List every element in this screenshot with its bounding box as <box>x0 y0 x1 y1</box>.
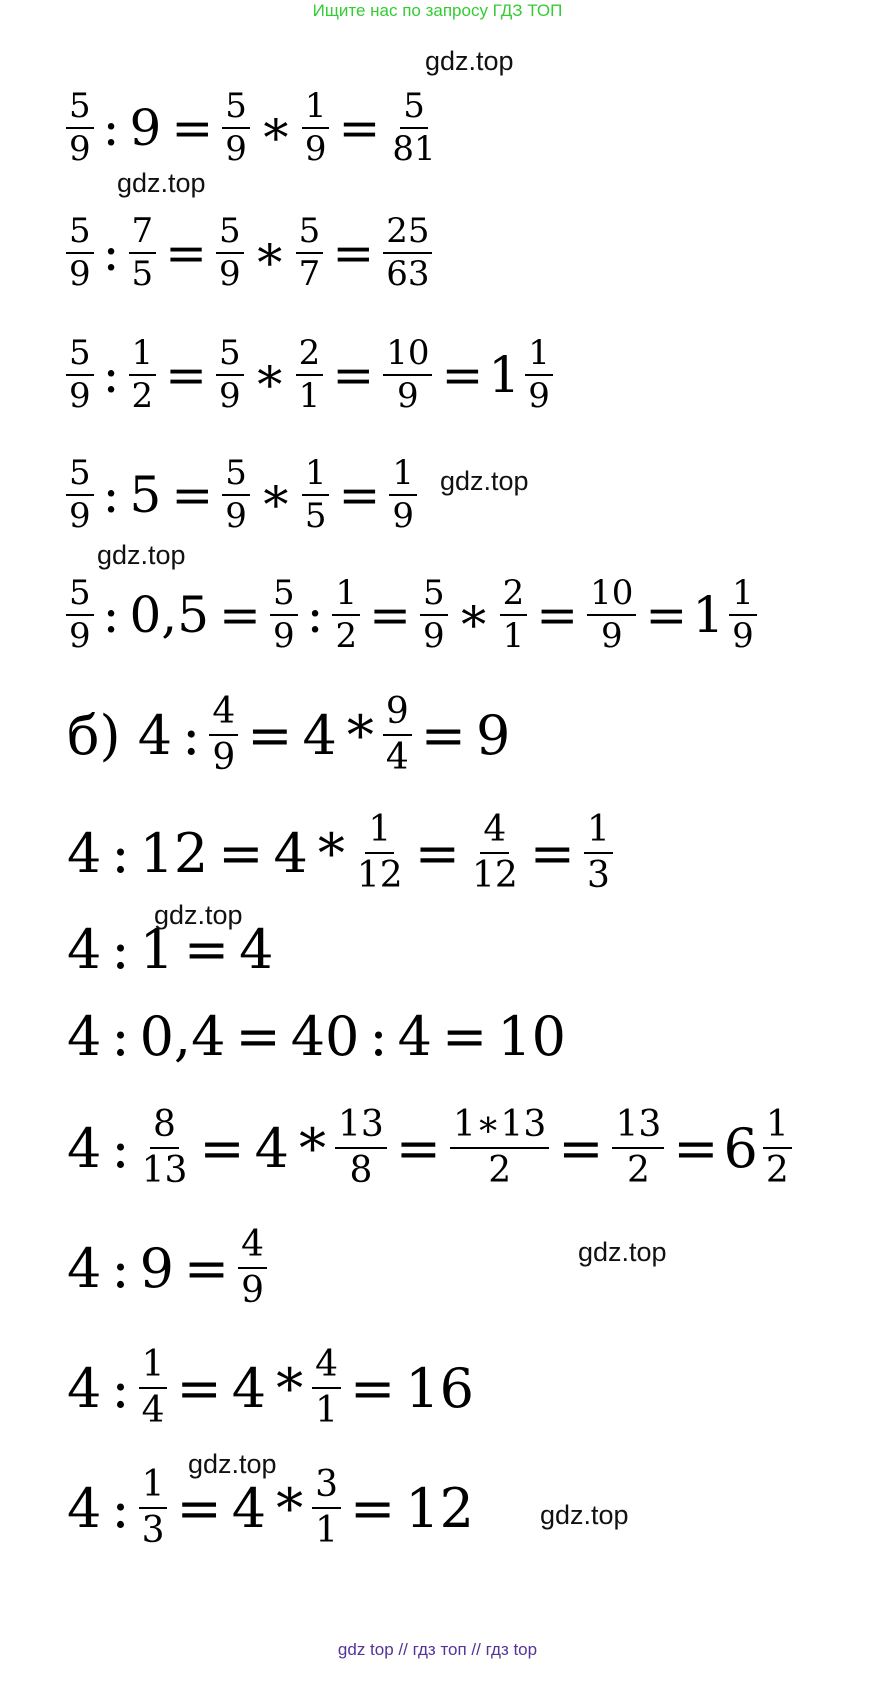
mixed-whole: 6 <box>723 1116 758 1180</box>
fraction <box>612 1105 664 1191</box>
fraction-denominator: 9 <box>219 376 241 416</box>
fraction-denominator: 1 <box>298 376 321 416</box>
math-token: = <box>441 1005 488 1068</box>
math-token: 4 <box>231 1476 267 1540</box>
fraction-numerator: 5 <box>216 213 244 254</box>
math-token: = <box>183 918 230 981</box>
math-token: : <box>102 99 120 157</box>
fraction-denominator: 2 <box>488 1150 512 1191</box>
math-token: б) 4 <box>67 703 173 767</box>
fraction-denominator: 9 <box>397 376 419 416</box>
fraction-numerator: 13 <box>335 1105 387 1149</box>
watermark: gdz.top <box>425 46 514 76</box>
math-token: 1 <box>139 918 174 981</box>
fraction-denominator: 1 <box>315 1390 338 1431</box>
fraction <box>335 1105 387 1191</box>
fraction-denominator: 9 <box>528 376 550 416</box>
fraction-denominator: 9 <box>225 129 247 169</box>
fraction-denominator: 9 <box>219 254 241 294</box>
math-token: = <box>247 703 293 767</box>
fraction <box>302 455 330 535</box>
fraction <box>729 575 757 655</box>
math-token: 4 <box>397 1005 432 1068</box>
math-token: 4 <box>67 1356 102 1420</box>
math-token: : <box>111 918 130 981</box>
fraction-numerator: 10 <box>383 335 432 376</box>
math-token: = <box>673 1116 719 1180</box>
fraction-numerator: 5 <box>420 575 448 616</box>
math-token: = <box>420 703 466 767</box>
math-token: = <box>414 821 460 885</box>
fraction <box>270 575 298 655</box>
math-token: 4 <box>254 1116 289 1180</box>
math-token: = <box>171 466 214 524</box>
mixed-number <box>724 1105 796 1191</box>
math-token: = <box>536 586 579 644</box>
math-token: : <box>306 586 324 644</box>
fraction <box>66 213 94 293</box>
math-token: 12 <box>405 1476 474 1540</box>
fraction-numerator: 5 <box>66 455 94 496</box>
fraction-denominator: 9 <box>732 616 754 656</box>
fraction-denominator: 1 <box>315 1510 338 1551</box>
equation-line <box>62 455 421 535</box>
fraction-denominator: 12 <box>471 855 518 896</box>
fraction <box>238 1225 267 1311</box>
fraction-numerator: 5 <box>66 88 94 129</box>
fraction-numerator: 1 <box>302 88 330 129</box>
math-token: 16 <box>405 1356 474 1420</box>
math-token: = <box>183 1236 230 1300</box>
fraction-denominator: 2 <box>765 1150 789 1191</box>
mixed-number <box>488 335 556 415</box>
equation-line <box>62 88 443 168</box>
fraction-denominator: 9 <box>241 1270 265 1311</box>
equation-line <box>62 575 761 655</box>
fraction <box>500 575 528 655</box>
equation-line <box>62 1345 479 1431</box>
fraction <box>216 335 244 415</box>
math-token: : <box>369 1005 388 1068</box>
fraction-denominator: 9 <box>422 616 445 656</box>
fraction-denominator: 9 <box>304 129 327 169</box>
fraction-numerator: 4 <box>238 1225 267 1269</box>
fraction-numerator: 5 <box>216 335 244 376</box>
math-token: : <box>111 1476 130 1540</box>
fraction-numerator: 5 <box>270 575 298 616</box>
watermark: gdz.top <box>154 900 243 930</box>
equation-line <box>62 1105 796 1191</box>
fraction <box>296 213 324 293</box>
fraction-denominator: 9 <box>272 616 295 656</box>
math-token: = <box>338 99 381 157</box>
math-token: ∗ <box>258 99 293 157</box>
math-token: = <box>441 346 484 404</box>
math-token: = <box>349 1476 396 1540</box>
math-token: = <box>235 1005 281 1068</box>
fraction-denominator: 5 <box>304 496 327 536</box>
fraction-denominator: 2 <box>626 1150 650 1191</box>
fraction-denominator: 2 <box>131 376 154 416</box>
footer-links: gdz top // гдз топ // гдз top <box>337 1640 538 1659</box>
fraction <box>332 575 360 655</box>
math-token: 4 <box>67 918 102 981</box>
math-token: 0,4 <box>139 1005 226 1068</box>
fraction-denominator: 9 <box>69 496 91 536</box>
math-token: = <box>165 346 208 404</box>
equation-line <box>62 335 557 415</box>
fraction-numerator: 1 <box>139 1345 168 1389</box>
fraction-numerator: 1 <box>389 455 417 496</box>
math-token: : <box>111 1236 130 1300</box>
fraction-numerator: 13 <box>612 1105 664 1149</box>
math-token: 9 <box>139 1236 174 1300</box>
math-token: * <box>346 703 374 767</box>
math-token: = <box>219 586 261 644</box>
fraction-denominator: 3 <box>141 1510 165 1551</box>
fraction <box>312 1465 341 1551</box>
math-token: = <box>176 1356 222 1420</box>
fraction-numerator: 1 <box>584 810 613 854</box>
fraction-numerator: 5 <box>400 88 428 129</box>
fraction-numerator: 3 <box>312 1465 341 1509</box>
fraction-numerator: 5 <box>66 575 94 616</box>
fraction <box>584 810 613 896</box>
math-token: 10 <box>497 1005 566 1068</box>
mixed-number <box>692 575 760 655</box>
fraction <box>587 575 636 655</box>
fraction-denominator: 9 <box>69 129 91 169</box>
watermark: gdz.top <box>117 168 206 198</box>
fraction <box>129 335 157 415</box>
math-token: = <box>349 1356 396 1420</box>
math-token: : <box>182 703 201 767</box>
fraction-denominator: 9 <box>212 737 236 778</box>
math-token: 0,5 <box>129 586 210 644</box>
fraction-numerator: 8 <box>150 1105 179 1149</box>
mixed-whole: 1 <box>692 586 725 644</box>
fraction <box>302 88 330 168</box>
math-token: 4 <box>67 821 102 885</box>
fraction-numerator: 5 <box>222 88 250 129</box>
fraction <box>389 455 417 535</box>
fraction-numerator: 9 <box>383 692 412 736</box>
math-token: 4 <box>67 1476 102 1540</box>
fraction-denominator: 9 <box>392 496 415 536</box>
math-token: : <box>111 1356 130 1420</box>
math-token: ∗ <box>456 586 491 644</box>
math-token: 4 <box>231 1356 267 1420</box>
fraction <box>420 575 448 655</box>
fraction-numerator: 1 <box>729 575 757 616</box>
math-token: : <box>102 224 120 282</box>
fraction-denominator: 7 <box>298 254 321 294</box>
equation-line <box>62 1225 271 1311</box>
fraction-numerator: 7 <box>129 213 157 254</box>
math-token: : <box>102 586 120 644</box>
watermark: gdz.top <box>440 466 529 496</box>
fraction-denominator: 2 <box>335 616 358 656</box>
math-token: = <box>395 1116 442 1180</box>
math-token: = <box>332 346 375 404</box>
fraction <box>139 1465 168 1551</box>
fraction <box>66 335 94 415</box>
equation-line <box>62 810 617 896</box>
math-token: : <box>111 821 130 885</box>
fraction-numerator: 1 <box>139 1465 168 1509</box>
fraction <box>312 1345 341 1431</box>
math-token: 4 <box>239 918 274 981</box>
math-token: : <box>102 346 120 404</box>
math-token: : <box>102 466 120 524</box>
watermark: gdz.top <box>188 1449 277 1479</box>
fraction <box>66 455 94 535</box>
math-token: 4 <box>67 1236 102 1300</box>
math-token: 4 <box>273 821 308 885</box>
fraction-denominator: 63 <box>386 254 430 294</box>
fraction <box>383 335 432 415</box>
fraction-numerator: 2 <box>500 575 528 616</box>
math-token: 5 <box>129 466 162 524</box>
watermark: gdz.top <box>97 540 186 570</box>
fraction-numerator: 1 <box>129 335 157 376</box>
math-token: * <box>298 1116 326 1180</box>
math-token: = <box>558 1116 604 1180</box>
math-token: = <box>529 821 576 885</box>
fraction <box>66 575 94 655</box>
math-token: * <box>276 1476 304 1540</box>
fraction-denominator: 1 <box>502 616 525 656</box>
math-token: 4 <box>67 1116 102 1180</box>
fraction <box>383 692 412 778</box>
math-token: = <box>338 466 381 524</box>
fraction <box>525 335 553 415</box>
fraction-numerator: 4 <box>312 1345 341 1389</box>
fraction-numerator: 1 <box>763 1105 792 1149</box>
fraction-denominator: 9 <box>600 616 623 656</box>
math-token: = <box>165 224 208 282</box>
fraction-numerator: 5 <box>222 455 250 496</box>
fraction <box>469 810 521 896</box>
math-token: 4 <box>302 703 337 767</box>
fraction <box>296 335 324 415</box>
math-token: = <box>369 586 411 644</box>
fraction-numerator: 2 <box>296 335 324 376</box>
math-token: 9 <box>475 703 511 767</box>
fraction-numerator: 10 <box>587 575 636 616</box>
fraction-denominator: 9 <box>69 616 91 656</box>
math-token: = <box>332 224 375 282</box>
math-token: * <box>276 1356 304 1420</box>
fraction-denominator: 9 <box>69 254 91 294</box>
fraction-numerator: 1 <box>365 810 394 854</box>
equation-line <box>62 213 436 293</box>
math-token: 12 <box>139 821 209 885</box>
fraction-numerator: 4 <box>209 692 238 736</box>
math-token: = <box>171 99 214 157</box>
fraction-numerator: 1 <box>525 335 553 376</box>
fraction <box>354 810 406 896</box>
fraction-numerator: 1∗13 <box>450 1105 549 1149</box>
fraction-numerator: 5 <box>296 213 324 254</box>
fraction <box>222 88 250 168</box>
math-token: ∗ <box>252 224 287 282</box>
math-token: * <box>317 821 345 885</box>
fraction <box>450 1105 549 1191</box>
fraction-numerator: 25 <box>383 213 432 254</box>
fraction <box>216 213 244 293</box>
fraction-denominator: 9 <box>225 496 247 536</box>
fraction <box>222 455 250 535</box>
fraction-denominator: 8 <box>349 1150 373 1191</box>
fraction <box>383 213 432 293</box>
fraction-denominator: 13 <box>141 1150 188 1191</box>
equation-line <box>62 692 515 778</box>
fraction-denominator: 12 <box>356 855 403 896</box>
math-token: ∗ <box>252 346 287 404</box>
top-banner: Ищите нас по запросу ГДЗ ТОП <box>312 1 563 20</box>
watermark: gdz.top <box>578 1237 667 1267</box>
fraction-denominator: 81 <box>392 129 436 169</box>
fraction-denominator: 4 <box>385 737 409 778</box>
math-token: = <box>199 1116 245 1180</box>
math-token: 40 <box>290 1005 360 1068</box>
math-token: = <box>645 586 688 644</box>
mixed-whole: 1 <box>488 346 521 404</box>
watermark: gdz.top <box>540 1500 629 1530</box>
fraction-numerator: 1 <box>332 575 360 616</box>
equation-line <box>62 1005 571 1068</box>
fraction-numerator: 5 <box>66 335 94 376</box>
fraction-denominator: 5 <box>131 254 154 294</box>
fraction <box>763 1105 792 1191</box>
fraction <box>209 692 238 778</box>
fraction-denominator: 9 <box>69 376 91 416</box>
math-token: 9 <box>129 99 162 157</box>
math-token: : <box>111 1116 130 1180</box>
fraction-numerator: 1 <box>302 455 330 496</box>
math-token: 4 <box>67 1005 102 1068</box>
fraction-denominator: 3 <box>587 855 610 896</box>
fraction <box>129 213 157 293</box>
fraction-denominator: 4 <box>141 1390 165 1431</box>
math-token: = <box>218 821 264 885</box>
fraction <box>66 88 94 168</box>
math-token: ∗ <box>258 466 293 524</box>
fraction <box>139 1105 191 1191</box>
fraction-numerator: 4 <box>480 810 509 854</box>
math-token: = <box>176 1476 222 1540</box>
math-token: : <box>111 1005 130 1068</box>
fraction <box>139 1345 168 1431</box>
fraction-numerator: 5 <box>66 213 94 254</box>
fraction <box>389 88 438 168</box>
